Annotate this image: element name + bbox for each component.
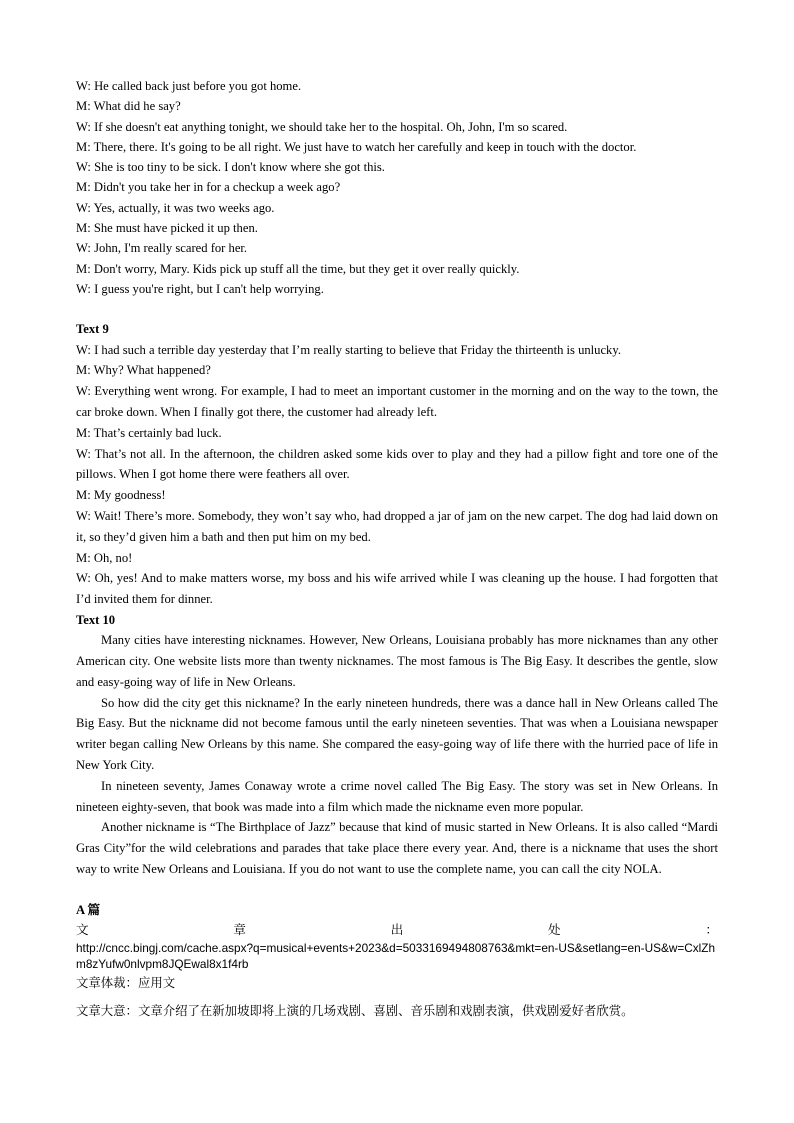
dialogue-line: W: John, I'm really scared for her.	[76, 241, 248, 256]
dialogue-line: W: I guess you're right, but I can't help worrying.	[76, 281, 324, 296]
genre-line: 文章体裁：应用文	[76, 975, 176, 991]
dialogue-line: M: She must have picked it up then.	[76, 221, 258, 236]
source-label-char: 出	[390, 922, 404, 938]
source-label	[76, 920, 718, 940]
text9-line: M: That’s certainly bad luck.	[76, 425, 222, 440]
document-page	[76, 76, 718, 1022]
text10-section	[76, 610, 718, 880]
dialogue-line: M: Don't worry, Mary. Kids pick up stuff all the time, but they get it over really quickly.	[76, 261, 520, 276]
text9-line: W: Wait! There’s more. Somebody, they won’t say who, had dropped a jar of jam on the new carpet. The dog had laid down on it, so they’d given him a bath and then put him on my bed.	[76, 508, 718, 544]
source-label-char: ：	[705, 922, 718, 938]
text9-line: M: Oh, no!	[76, 550, 133, 565]
text9-heading: Text 9	[76, 322, 109, 337]
section-a	[76, 900, 718, 1022]
source-label-char: 文	[76, 922, 89, 938]
text9-line: W: Everything went wrong. For example, I had to meet an important customer in the morning and on the way to the town, the car broke down. When I finally got there, the customer had already left.	[76, 384, 718, 419]
text10-heading: Text 10	[76, 612, 116, 627]
source-label-char: 章	[233, 922, 246, 938]
dialogue-block	[76, 76, 718, 299]
text10-paragraph: Another nickname is “The Birthplace of Jazz” because that kind of music started in New Orleans. It is also called “Mardi Gras City”for the wild celebrations and parades that take place there every year. And, there is a nickname that uses the short way to write New Orleans and Louisiana. If you do not want to use the complete name, you can call the city NOLA.	[76, 820, 718, 876]
source-url: http://cncc.bingj.com/cache.aspx?q=musical+events+2023&d=5033169494808763&mkt=en-US&setlang=en-US&w=CxlZhm8zYufw0nlvpm8JQEwal8x1f4rb	[76, 941, 716, 972]
dialogue-line: W: Yes, actually, it was two weeks ago.	[76, 200, 275, 215]
text9-line: W: Oh, yes! And to make matters worse, my boss and his wife arrived while I was cleaning up the house. I had forgotten that I’d invited them for dinner.	[76, 571, 718, 607]
text10-paragraph: Many cities have interesting nicknames. However, New Orleans, Louisiana probably has more nicknames than any other American city. One website lists more than twenty nicknames. The most famous is The Big Easy. It describes the gentle, slow and easy-going way of life in New Orleans.	[76, 633, 718, 689]
text9-line: W: I had such a terrible day yesterday that I’m really starting to believe that Friday the thirteenth is unlucky.	[76, 342, 621, 357]
section-a-heading: A 篇	[76, 902, 101, 917]
dialogue-line: M: Didn't you take her in for a checkup a week ago?	[76, 180, 341, 195]
dialogue-line: W: He called back just before you got home.	[76, 79, 302, 93]
text10-paragraph: So how did the city get this nickname? In the early nineteen hundreds, there was a dance hall in New Orleans called The Big Easy. But the nickname did not become famous until the early nineteen seventies. That was when a Louisiana newspaper writer began calling New Orleans by this name. She compared the easy-going way of life there with the hurried pace of life in New York City.	[76, 695, 718, 772]
dialogue-line: M: What did he say?	[76, 99, 181, 114]
text9-line: M: Why? What happened?	[76, 363, 211, 378]
dialogue-line: W: If she doesn't eat anything tonight, we should take her to the hospital. Oh, John, I'm so scared.	[76, 119, 568, 134]
text9-line: W: That’s not all. In the afternoon, the children asked some kids over to play and they had a pillow fight and tore one of the pillows. When I got home there were feathers all over.	[76, 446, 718, 482]
text9-section	[76, 319, 718, 610]
dialogue-line: M: There, there. It's going to be all right. We just have to watch her carefully and keep in touch with the doctor.	[76, 139, 637, 154]
section-spacer	[76, 880, 718, 900]
summary-line: 文章大意：文章介绍了在新加坡即将上演的几场戏剧、喜剧、音乐剧和戏剧表演，供戏剧爱好者欣赏。	[76, 1003, 634, 1019]
text9-line: M: My goodness!	[76, 488, 166, 503]
source-label-char: 处	[548, 922, 561, 938]
text10-paragraph: In nineteen seventy, James Conaway wrote a crime novel called The Big Easy. The story was set in New Orleans. In nineteen eighty-seven, that book was made into a film which made the nickname even more popular.	[76, 778, 718, 814]
dialogue-line: W: She is too tiny to be sick. I don't know where she got this.	[76, 160, 385, 175]
section-spacer	[76, 299, 718, 319]
